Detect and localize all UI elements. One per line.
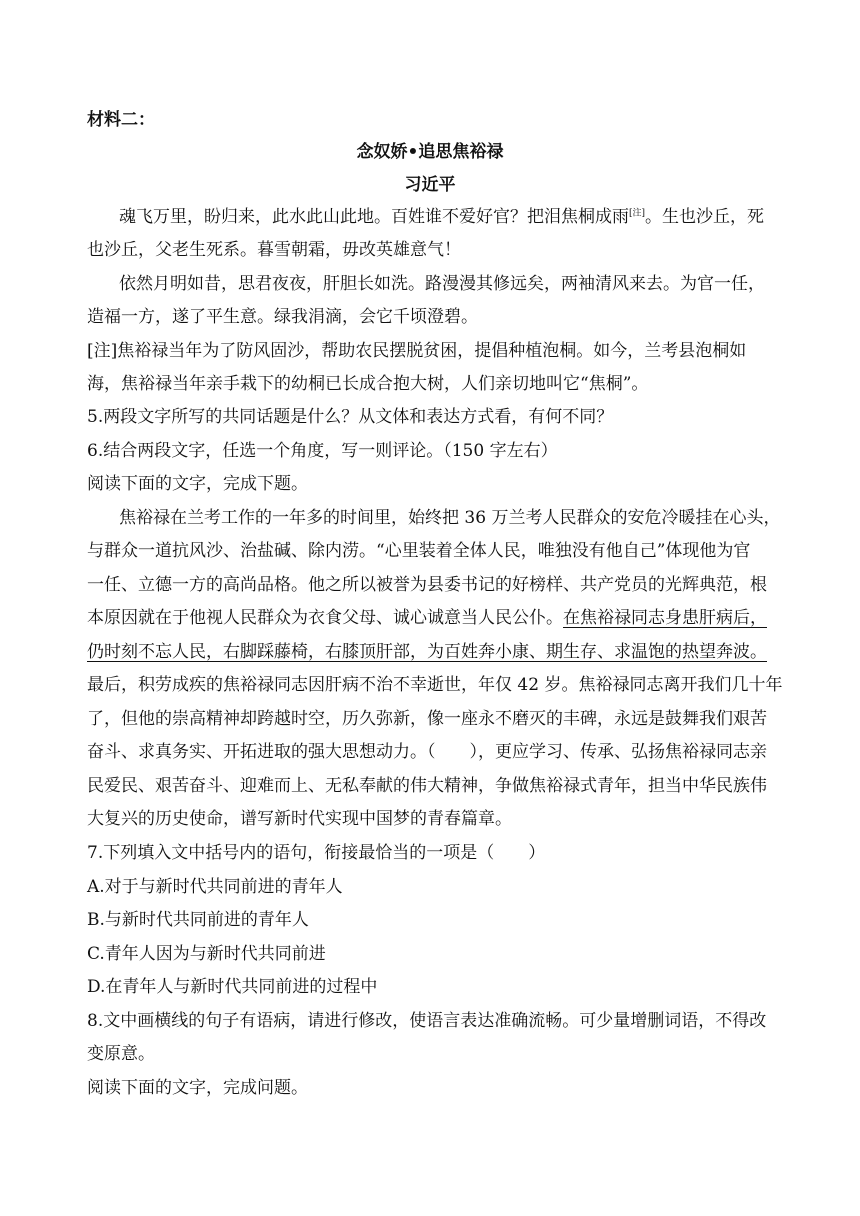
reading-instruction: 阅读下面的文字，完成问题。: [87, 1078, 308, 1098]
poem-line: 依然月明如昔，思君夜夜，肝胆长如洗。路漫漫其修远矣，两袖清风来去。为官一任，: [119, 274, 765, 294]
poem-author: 习近平: [404, 175, 456, 195]
note-line: [注]焦裕禄当年为了防风固沙，帮助农民摆脱贫困，提倡种植泡桐。如今，兰考县泡桐如: [87, 341, 747, 361]
passage-line: 了，但他的崇高精神却跨越时空，历久弥新，像一座永不磨灭的丰碑，永远是鼓舞我们艰苦: [87, 709, 767, 729]
material-label: 材料二：: [87, 110, 155, 130]
poem-text: 魂飞万里，盼归来，此水此山此地。百姓谁不爱好官？把泪焦桐成雨: [119, 207, 629, 227]
note-line: 海，焦裕禄当年亲手栽下的幼桐已长成合抱大树，人们亲切地叫它“焦桐”。: [87, 374, 649, 394]
passage-line: 最后，积劳成疾的焦裕禄同志因肝病不治不幸逝世，年仅 42 岁。焦裕禄同志离开我们几十年: [87, 675, 783, 695]
poem-title: 念奴娇•追思焦裕禄: [356, 142, 504, 162]
passage-line: 大复兴的历史使命，谱写新时代实现中国梦的青春篇章。: [87, 809, 512, 829]
question-8-cont: 变原意。: [87, 1044, 155, 1064]
passage-line: 与群众一道抗风沙、治盐碱、除内涝。“心里装着全体人民，唯独没有他自己”体现他为官: [87, 541, 751, 561]
passage-text: 本原因就在于他视人民群众为衣食父母、诚心诚意当人民公仆。: [87, 608, 563, 628]
underlined-sentence: 在焦裕禄同志身患肝病后，: [563, 608, 767, 628]
reading-instruction: 阅读下面的文字，完成下题。: [87, 474, 308, 494]
option-b: B.与新时代共同前进的青年人: [87, 910, 309, 930]
passage-line: 奋斗、求真务实、开拓进取的强大思想动力。（ ），更应学习、传承、弘扬焦裕禄同志亲: [87, 742, 767, 762]
option-d: D.在青年人与新时代共同前进的过程中: [87, 977, 378, 997]
poem-line: 造福一方，遂了平生意。绿我涓滴，会它千顷澄碧。: [87, 307, 478, 327]
question-8: 8.文中画横线的句子有语病，请进行修改，使语言表达准确流畅。可少量增删词语，不得改: [87, 1011, 767, 1031]
passage-line: 焦裕禄在兰考工作的一年多的时间里，始终把 36 万兰考人民群众的安危冷暖挂在心头，: [119, 508, 781, 528]
passage-line: 民爱民、艰苦奋斗、迎难而上、无私奉献的伟大精神，争做焦裕禄式青年，担当中华民族伟: [87, 776, 767, 796]
poem-text: 。生也沙丘，死: [645, 207, 765, 227]
passage-line: [87, 606, 787, 630]
passage-line: 一任、立德一方的高尚品格。他之所以被誉为县委书记的好榜样、共产党员的光辉典范，根: [87, 575, 767, 595]
question-5: 5.两段文字所写的共同话题是什么？从文体和表达方式看，有何不同？: [87, 407, 614, 427]
question-7: 7.下列填入文中括号内的语句，衔接最恰当的一项是（ ）: [87, 843, 546, 863]
option-a: A.对于与新时代共同前进的青年人: [87, 877, 343, 897]
underlined-sentence: 仍时刻不忘人民，右脚踩藤椅，右膝顶肝部，为百姓奔小康、期生存、求温饱的热望奔波。: [87, 642, 767, 662]
poem-line: 也沙丘，父老生死系。暮雪朝霜，毋改英雄意气！: [87, 240, 461, 260]
option-c: C.青年人因为与新时代共同前进: [87, 944, 326, 964]
question-6: 6.结合两段文字，任选一个角度，写一则评论。（150 字左右）: [87, 441, 558, 461]
footnote-mark: [注]: [629, 208, 646, 219]
poem-line: [119, 205, 819, 229]
